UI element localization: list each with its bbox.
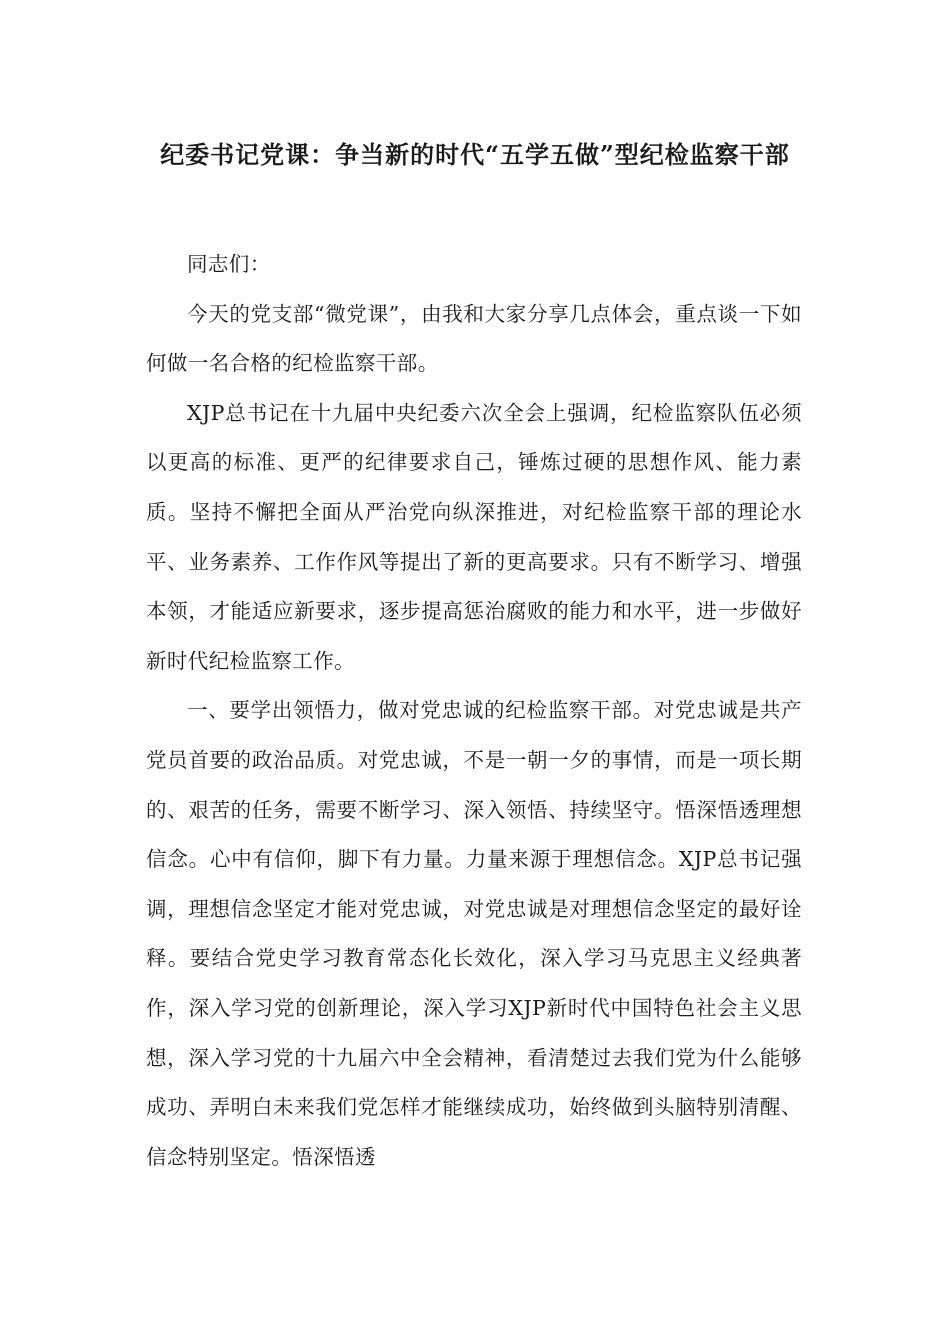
paragraph-intro: 今天的党支部“微党课”，由我和大家分享几点体会，重点谈一下如何做一名合格的纪检监察干部。 xyxy=(146,301,802,376)
paragraph-background: XJP总书记在十九届中央纪委六次全会上强调，纪检监察队伍必须以更高的标准、更严的纪律要求自己，锤炼过硬的思想作风、能力素质。坚持不懈把全面从严治党向纵深推进，对纪检监察干部的理论水平、业务素养、工作作风等提出了新的更高要求。只有不断学习、增强本领，才能适应新要求，逐步提高惩治腐败的能力和水平，进一步做好新时代纪检监察工作。 xyxy=(146,400,802,673)
document-body xyxy=(146,240,802,1182)
document-title: 纪委书记党课：争当新的时代“五学五做”型纪检监察干部 xyxy=(160,140,790,169)
paragraph-section-one: 一、要学出领悟力，做对党忠诚的纪检监察干部。对党忠诚是共产党员首要的政治品质。对党忠诚，不是一朝一夕的事情，而是一项长期的、艰苦的任务，需要不断学习、深入领悟、持续坚守。悟深悟透理想信念。心中有信仰，脚下有力量。力量来源于理想信念。XJP总书记强调，理想信念坚定才能对党忠诚，对党忠诚是对理想信念坚定的最好诠释。要结合党史学习教育常态化长效化，深入学习马克思主义经典著作，深入学习党的创新理论，深入学习XJP新时代中国特色社会主义思想，深入学习党的十九届六中全会精神，看清楚过去我们党为什么能够成功、弄明白未来我们党怎样才能继续成功，始终做到头脑特别清醒、信念特别坚定。悟深悟透 xyxy=(146,698,802,1169)
paragraph-salutation: 同志们： xyxy=(187,252,271,276)
